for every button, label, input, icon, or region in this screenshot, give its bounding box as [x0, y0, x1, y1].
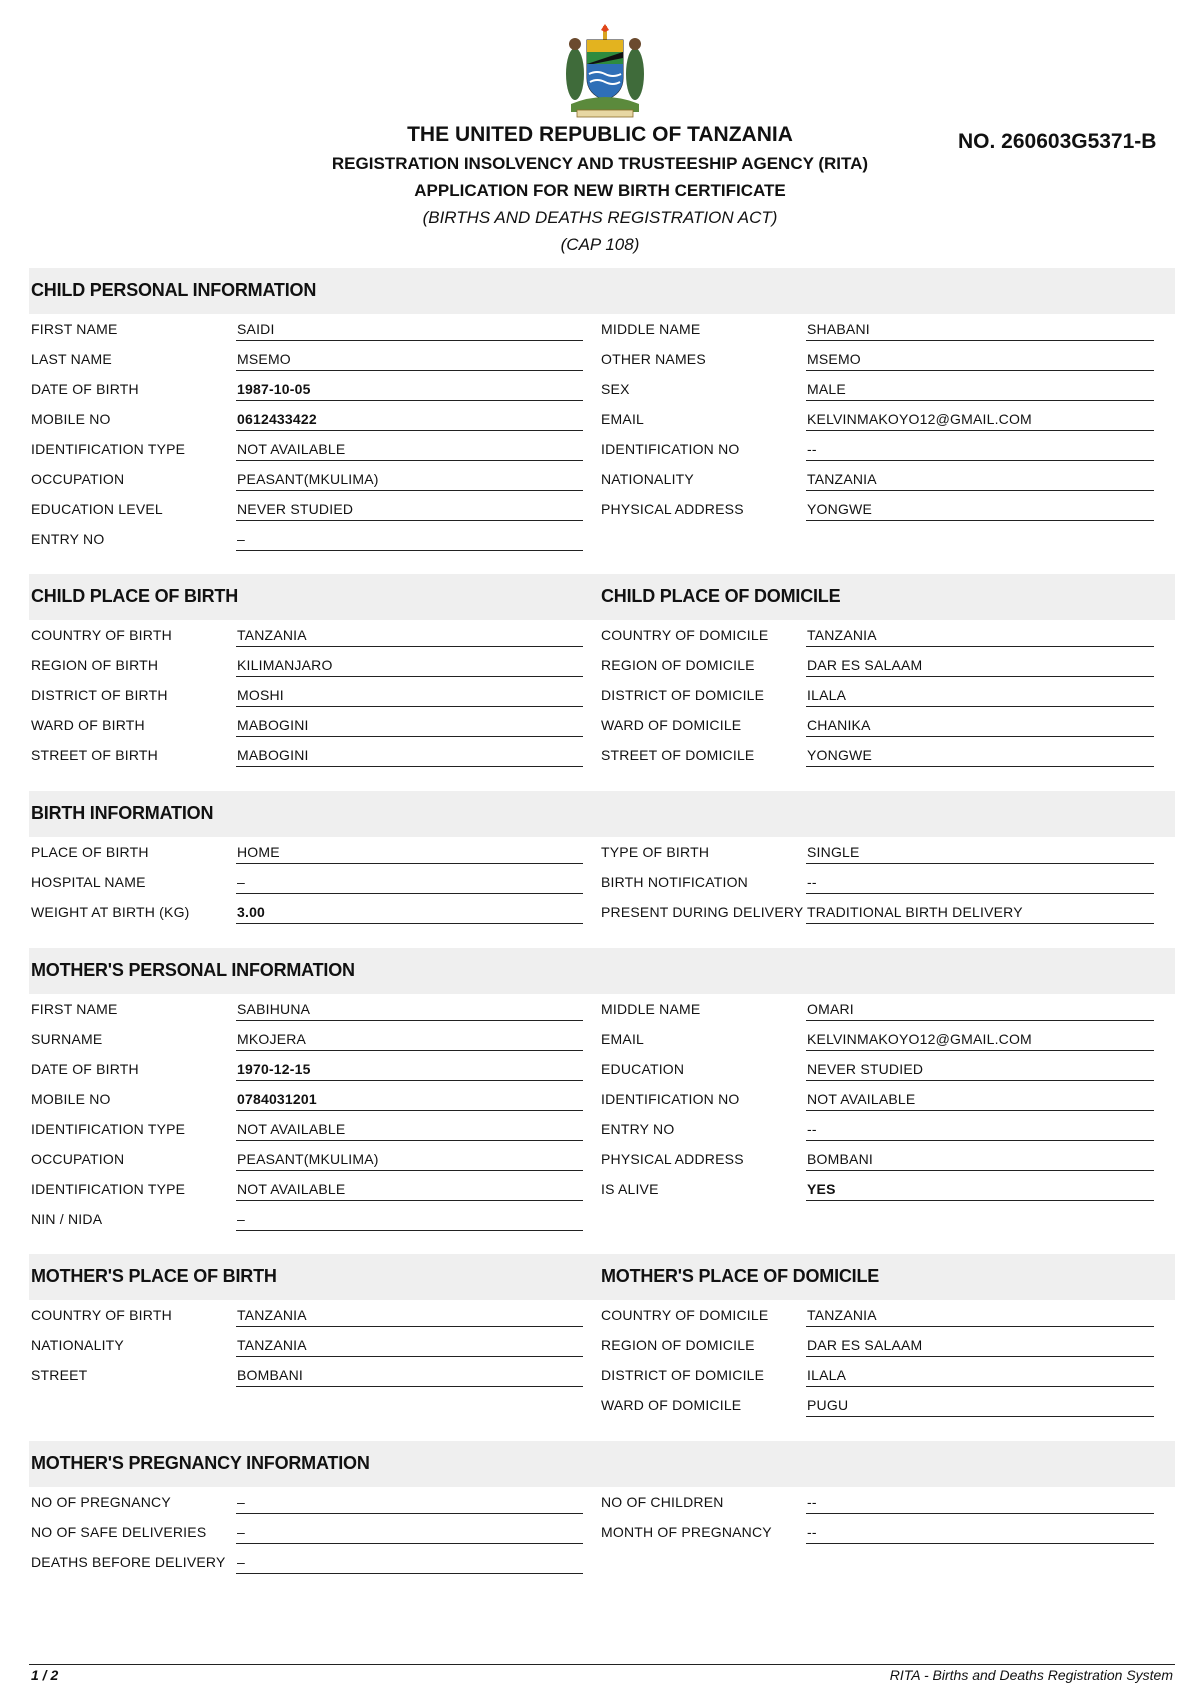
field-underline [806, 1080, 1154, 1081]
field-row [29, 1360, 589, 1390]
field-value: SINGLE [807, 844, 860, 860]
field-value: 0612433422 [237, 411, 317, 427]
field-label: COUNTRY OF DOMICILE [601, 627, 769, 643]
field-row [29, 1084, 589, 1114]
field-label: REGION OF DOMICILE [601, 657, 755, 673]
section-title-domicile: CHILD PLACE OF DOMICILE [601, 586, 841, 606]
field-row [601, 344, 1161, 374]
field-underline [806, 893, 1154, 894]
field-label: PHYSICAL ADDRESS [601, 501, 744, 517]
section-title-domicile: MOTHER'S PLACE OF DOMICILE [601, 1266, 880, 1286]
field-label: IS ALIVE [601, 1181, 659, 1197]
field-label: WARD OF DOMICILE [601, 717, 742, 733]
field-value: KILIMANJARO [237, 657, 333, 673]
right-column [601, 1300, 1161, 1420]
document-header [0, 24, 1200, 254]
field-row [601, 837, 1161, 867]
field-label: FIRST NAME [31, 321, 118, 337]
field-underline [806, 766, 1154, 767]
field-rows [29, 620, 1175, 770]
field-row [601, 1174, 1161, 1204]
field-label: WARD OF DOMICILE [601, 1397, 742, 1413]
field-label: MIDDLE NAME [601, 321, 701, 337]
section-header [29, 791, 1175, 837]
field-value: NOT AVAILABLE [237, 441, 346, 457]
section-header [29, 1254, 1175, 1300]
field-underline [236, 400, 583, 401]
field-value: YONGWE [807, 747, 872, 763]
field-row [29, 680, 589, 710]
field-label: DISTRICT OF DOMICILE [601, 1367, 765, 1383]
field-row [29, 494, 589, 524]
field-label: MIDDLE NAME [601, 1001, 701, 1017]
field-row [29, 374, 589, 404]
field-value: 0784031201 [237, 1091, 317, 1107]
field-underline [236, 1050, 583, 1051]
left-column [29, 314, 589, 554]
field-row [29, 1144, 589, 1174]
field-value: -- [807, 441, 817, 457]
field-row [601, 994, 1161, 1024]
field-underline [236, 1573, 583, 1574]
field-underline [806, 1170, 1154, 1171]
field-underline [806, 1513, 1154, 1514]
footer-divider [29, 1664, 1175, 1665]
field-value: DAR ES SALAAM [807, 1337, 923, 1353]
right-column [601, 620, 1161, 770]
section-title: CHILD PERSONAL INFORMATION [31, 280, 317, 300]
field-row [601, 710, 1161, 740]
mother-place-section [29, 1254, 1175, 1420]
field-value: NOT AVAILABLE [237, 1181, 346, 1197]
field-value: SHABANI [807, 321, 870, 337]
field-row [601, 1330, 1161, 1360]
field-row [601, 650, 1161, 680]
field-value: 1970-12-15 [237, 1061, 311, 1077]
field-rows [29, 1300, 1175, 1420]
field-value: BOMBANI [237, 1367, 303, 1383]
field-row [601, 1084, 1161, 1114]
field-row [601, 897, 1161, 927]
field-value: CHANIKA [807, 717, 871, 733]
field-value: SAIDI [237, 321, 275, 337]
field-value: SABIHUNA [237, 1001, 311, 1017]
field-value: YES [807, 1181, 836, 1197]
field-row [29, 620, 589, 650]
field-label: ENTRY NO [31, 531, 105, 547]
right-column [601, 994, 1161, 1204]
field-label: EDUCATION [601, 1061, 685, 1077]
field-underline [236, 1110, 583, 1111]
left-column [29, 620, 589, 770]
field-value: YONGWE [807, 501, 872, 517]
field-underline [236, 766, 583, 767]
field-label: HOSPITAL NAME [31, 874, 146, 890]
field-label: NIN / NIDA [31, 1211, 103, 1227]
field-row [601, 1144, 1161, 1174]
field-row [29, 837, 589, 867]
field-underline [806, 1543, 1154, 1544]
field-value: – [237, 1211, 245, 1227]
field-label: STREET OF DOMICILE [601, 747, 755, 763]
coat-of-arms-icon [563, 24, 647, 118]
field-value: – [237, 531, 245, 547]
field-label: WEIGHT AT BIRTH (KG) [31, 904, 190, 920]
field-value: PEASANT(MKULIMA) [237, 471, 379, 487]
field-row [29, 1330, 589, 1360]
field-value: BOMBANI [807, 1151, 873, 1167]
field-value: NEVER STUDIED [237, 501, 354, 517]
field-label: MOBILE NO [31, 1091, 111, 1107]
field-row [29, 994, 589, 1024]
field-underline [236, 1543, 583, 1544]
field-label: FIRST NAME [31, 1001, 118, 1017]
field-underline [806, 646, 1154, 647]
field-row [29, 710, 589, 740]
field-underline [236, 1356, 583, 1357]
field-row [29, 344, 589, 374]
field-underline [236, 736, 583, 737]
field-value: NOT AVAILABLE [807, 1091, 916, 1107]
field-underline [806, 1200, 1154, 1201]
field-underline [806, 430, 1154, 431]
left-column [29, 1300, 589, 1390]
field-underline [236, 1140, 583, 1141]
right-column [601, 837, 1161, 927]
field-label: ENTRY NO [601, 1121, 675, 1137]
field-row [29, 524, 589, 554]
child-place-section [29, 574, 1175, 770]
field-value: -- [807, 1121, 817, 1137]
field-label: NO OF PREGNANCY [31, 1494, 171, 1510]
field-label: DATE OF BIRTH [31, 1061, 139, 1077]
field-underline [806, 1140, 1154, 1141]
field-value: TANZANIA [807, 627, 877, 643]
field-label: OTHER NAMES [601, 351, 706, 367]
field-label: BIRTH NOTIFICATION [601, 874, 748, 890]
field-label: TYPE OF BIRTH [601, 844, 710, 860]
field-label: SURNAME [31, 1031, 103, 1047]
field-value: KELVINMAKOYO12@GMAIL.COM [807, 411, 1032, 427]
field-underline [236, 1200, 583, 1201]
section-header [29, 268, 1175, 314]
field-value: MKOJERA [237, 1031, 307, 1047]
field-underline [236, 1230, 583, 1231]
field-row [29, 1547, 589, 1577]
field-row [29, 1174, 589, 1204]
field-row [29, 1024, 589, 1054]
field-value: OMARI [807, 1001, 854, 1017]
field-value: HOME [237, 844, 280, 860]
section-header [29, 574, 1175, 620]
field-label: MONTH OF PREGNANCY [601, 1524, 772, 1540]
field-row [601, 434, 1161, 464]
field-label: PHYSICAL ADDRESS [601, 1151, 744, 1167]
field-underline [806, 1386, 1154, 1387]
field-underline [806, 1416, 1154, 1417]
field-label: WARD OF BIRTH [31, 717, 145, 733]
document-number: NO. 260603G5371-B [958, 130, 1157, 153]
field-label: PRESENT DURING DELIVERY [601, 904, 804, 920]
field-label: OCCUPATION [31, 1151, 125, 1167]
field-row [601, 1517, 1161, 1547]
field-row [601, 1300, 1161, 1330]
field-row [601, 1360, 1161, 1390]
field-underline [806, 1356, 1154, 1357]
field-value: MSEMO [237, 351, 291, 367]
field-value: PEASANT(MKULIMA) [237, 1151, 379, 1167]
field-underline [236, 863, 583, 864]
left-column [29, 994, 589, 1234]
left-column [29, 1487, 589, 1577]
field-label: COUNTRY OF BIRTH [31, 627, 172, 643]
field-underline [806, 1020, 1154, 1021]
field-value: -- [807, 1494, 817, 1510]
field-underline [236, 520, 583, 521]
field-label: IDENTIFICATION NO [601, 1091, 740, 1107]
field-label: NATIONALITY [601, 471, 694, 487]
field-row [601, 494, 1161, 524]
field-label: NO OF CHILDREN [601, 1494, 724, 1510]
field-row [601, 1114, 1161, 1144]
field-row [29, 867, 589, 897]
system-name: RITA - Births and Deaths Registration System [889, 1667, 1173, 1683]
field-underline [236, 1386, 583, 1387]
field-underline [236, 370, 583, 371]
field-label: DATE OF BIRTH [31, 381, 139, 397]
field-underline [236, 460, 583, 461]
field-row [29, 1300, 589, 1330]
field-underline [236, 1326, 583, 1327]
field-value: – [237, 1494, 245, 1510]
field-label: EDUCATION LEVEL [31, 501, 163, 517]
section-title: MOTHER'S PERSONAL INFORMATION [31, 960, 355, 980]
field-label: NATIONALITY [31, 1337, 124, 1353]
field-underline [806, 863, 1154, 864]
field-value: MSEMO [807, 351, 861, 367]
field-underline [806, 1110, 1154, 1111]
field-row [601, 374, 1161, 404]
section-header [29, 1441, 1175, 1487]
field-value: MABOGINI [237, 747, 309, 763]
field-label: EMAIL [601, 1031, 645, 1047]
field-label: IDENTIFICATION TYPE [31, 441, 186, 457]
field-underline [806, 706, 1154, 707]
field-label: DISTRICT OF BIRTH [31, 687, 168, 703]
field-underline [806, 400, 1154, 401]
field-value: MOSHI [237, 687, 284, 703]
field-row [29, 1204, 589, 1234]
field-row [601, 740, 1161, 770]
field-value: ILALA [807, 1367, 847, 1383]
country-title: THE UNITED REPUBLIC OF TANZANIA [407, 123, 793, 146]
field-underline [806, 676, 1154, 677]
field-underline [806, 1326, 1154, 1327]
field-row [601, 1024, 1161, 1054]
field-label: STREET [31, 1367, 88, 1383]
field-label: DEATHS BEFORE DELIVERY [31, 1554, 226, 1570]
section-title: MOTHER'S PREGNANCY INFORMATION [31, 1453, 370, 1473]
field-label: NO OF SAFE DELIVERIES [31, 1524, 207, 1540]
field-rows [29, 1487, 1175, 1577]
field-underline [806, 923, 1154, 924]
field-label: REGION OF DOMICILE [601, 1337, 755, 1353]
section-title-birth: CHILD PLACE OF BIRTH [31, 586, 238, 606]
field-value: KELVINMAKOYO12@GMAIL.COM [807, 1031, 1032, 1047]
cap-subtitle: (CAP 108) [560, 235, 640, 254]
field-row [29, 314, 589, 344]
field-value: DAR ES SALAAM [807, 657, 923, 673]
field-value: TANZANIA [237, 1337, 307, 1353]
field-row [29, 650, 589, 680]
agency-title: REGISTRATION INSOLVENCY AND TRUSTEESHIP AGENCY (RITA) [331, 154, 869, 173]
child-personal-section [29, 268, 1175, 554]
form-title: APPLICATION FOR NEW BIRTH CERTIFICATE [414, 181, 786, 200]
field-underline [806, 370, 1154, 371]
field-underline [236, 550, 583, 551]
field-value: 1987-10-05 [237, 381, 311, 397]
field-label: COUNTRY OF DOMICILE [601, 1307, 769, 1323]
act-subtitle: (BIRTHS AND DEATHS REGISTRATION ACT) [422, 208, 778, 227]
field-value: NEVER STUDIED [807, 1061, 924, 1077]
section-header [29, 948, 1175, 994]
field-label: IDENTIFICATION TYPE [31, 1121, 186, 1137]
field-row [29, 404, 589, 434]
field-row [29, 434, 589, 464]
field-label: IDENTIFICATION NO [601, 441, 740, 457]
field-row [601, 680, 1161, 710]
field-label: PLACE OF BIRTH [31, 844, 149, 860]
field-underline [236, 1513, 583, 1514]
field-value: – [237, 1524, 245, 1540]
field-label: OCCUPATION [31, 471, 125, 487]
field-label: STREET OF BIRTH [31, 747, 158, 763]
field-label: SEX [601, 381, 630, 397]
section-title-birth: MOTHER'S PLACE OF BIRTH [31, 1266, 277, 1286]
field-value: TANZANIA [807, 471, 877, 487]
field-row [601, 1487, 1161, 1517]
field-row [29, 1487, 589, 1517]
field-underline [806, 736, 1154, 737]
field-rows [29, 994, 1175, 1234]
field-value: MABOGINI [237, 717, 309, 733]
field-value: -- [807, 1524, 817, 1540]
field-underline [806, 340, 1154, 341]
field-value: NOT AVAILABLE [237, 1121, 346, 1137]
field-value: TRADITIONAL BIRTH DELIVERY [807, 904, 1023, 920]
field-value: MALE [807, 381, 846, 397]
field-row [29, 464, 589, 494]
field-row [29, 897, 589, 927]
field-underline [236, 646, 583, 647]
field-underline [806, 520, 1154, 521]
field-row [601, 464, 1161, 494]
field-value: TANZANIA [237, 1307, 307, 1323]
field-value: – [237, 874, 245, 890]
field-label: REGION OF BIRTH [31, 657, 159, 673]
field-underline [236, 430, 583, 431]
field-value: ILALA [807, 687, 847, 703]
field-row [29, 1517, 589, 1547]
field-label: MOBILE NO [31, 411, 111, 427]
mother-pregnancy-section [29, 1441, 1175, 1577]
field-label: DISTRICT OF DOMICILE [601, 687, 765, 703]
field-underline [236, 1170, 583, 1171]
field-row [601, 1390, 1161, 1420]
field-underline [236, 676, 583, 677]
right-column [601, 314, 1161, 524]
right-column [601, 1487, 1161, 1547]
title-block [250, 120, 950, 258]
field-value: -- [807, 874, 817, 890]
field-row [29, 1114, 589, 1144]
field-row [601, 314, 1161, 344]
field-underline [236, 706, 583, 707]
field-rows [29, 314, 1175, 554]
mother-personal-section [29, 948, 1175, 1234]
field-underline [236, 1080, 583, 1081]
field-value: PUGU [807, 1397, 849, 1413]
field-rows [29, 837, 1175, 927]
field-label: LAST NAME [31, 351, 112, 367]
field-value: TANZANIA [237, 627, 307, 643]
field-value: 3.00 [237, 904, 266, 920]
page-number: 1 / 2 [31, 1667, 59, 1683]
field-row [601, 867, 1161, 897]
field-label: EMAIL [601, 411, 645, 427]
field-underline [236, 1020, 583, 1021]
field-row [601, 620, 1161, 650]
field-row [601, 1054, 1161, 1084]
field-row [29, 1054, 589, 1084]
field-value: TANZANIA [807, 1307, 877, 1323]
field-underline [236, 923, 583, 924]
left-column [29, 837, 589, 927]
field-value: – [237, 1554, 245, 1570]
field-underline [806, 1050, 1154, 1051]
field-label: COUNTRY OF BIRTH [31, 1307, 172, 1323]
field-underline [236, 490, 583, 491]
field-underline [806, 460, 1154, 461]
field-underline [236, 340, 583, 341]
field-row [601, 404, 1161, 434]
field-underline [806, 490, 1154, 491]
birth-info-section [29, 791, 1175, 927]
field-label: IDENTIFICATION TYPE [31, 1181, 186, 1197]
field-underline [236, 893, 583, 894]
section-title: BIRTH INFORMATION [31, 803, 214, 823]
field-row [29, 740, 589, 770]
